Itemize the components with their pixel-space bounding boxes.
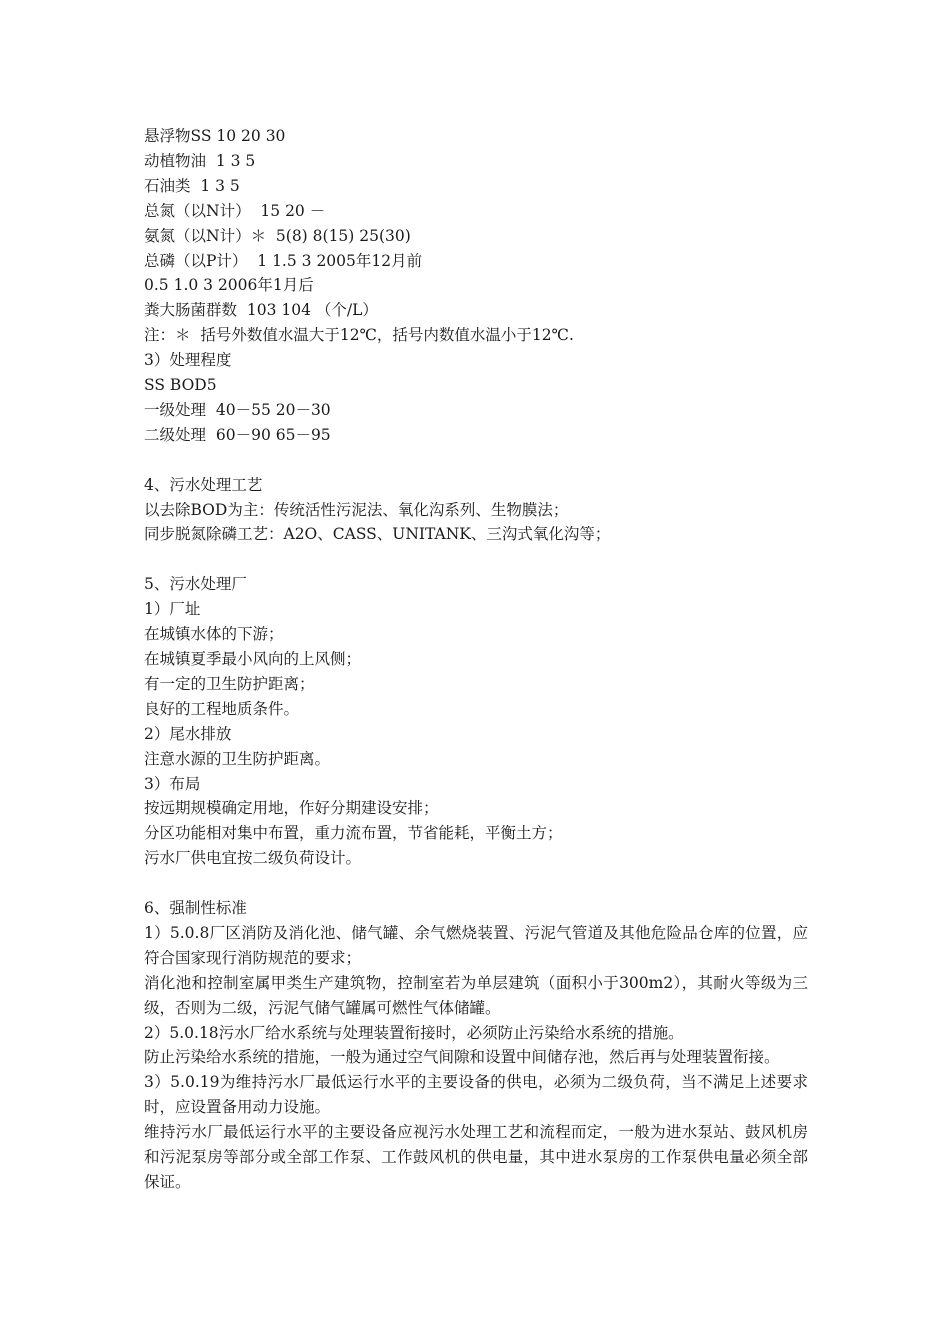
standards-paragraph: 3）5.0.19为维持污水厂最低运行水平的主要设备的供电，必须为二级负荷，当不满足上述要求时，应设置备用动力设施。	[144, 1073, 808, 1117]
treatment-level-heading: 3）处理程度	[144, 351, 232, 370]
table-row: 石油类 1 3 5	[144, 176, 240, 195]
site-line: 良好的工程地质条件。	[144, 699, 300, 718]
table-note: 注：＊ 括号外数值水温大于12℃，括号内数值水温小于12℃.	[144, 326, 574, 345]
spacer	[144, 448, 808, 473]
document-body	[144, 124, 808, 1195]
table-row: 氨氮（以N计）＊ 5(8) 8(15) 25(30)	[144, 226, 411, 245]
treatment-level-row: 一级处理 40－55 20－30	[144, 400, 331, 419]
process-heading: 4、污水处理工艺	[144, 475, 263, 494]
layout-line: 按远期规模确定用地，作好分期建设安排；	[144, 799, 439, 818]
table-row: 总磷（以P计） 1 1.5 3 2005年12月前	[144, 251, 423, 270]
standards-paragraph: 1）5.0.8厂区消防及消化池、储气罐、余气燃烧装置、污泥气管道及其他危险品仓库的位置，应符合国家现行消防规范的要求；	[144, 923, 808, 967]
treatment-level-columns: SS BOD5	[144, 376, 217, 395]
layout-heading: 3）布局	[144, 774, 201, 793]
process-line: 以去除BOD为主：传统活性污泥法、氧化沟系列、生物膜法；	[144, 500, 569, 519]
layout-line: 污水厂供电宜按二级负荷设计。	[144, 849, 362, 868]
table-row: 悬浮物SS 10 20 30	[144, 127, 286, 145]
process-line: 同步脱氮除磷工艺：A2O、CASS、UNITANK、三沟式氧化沟等；	[144, 525, 611, 544]
standards-paragraph: 2）5.0.18污水厂给水系统与处理装置衔接时，必须防止污染给水系统的措施。	[144, 1023, 684, 1042]
standards-paragraph: 防止污染给水系统的措施，一般为通过空气间隙和设置中间储存池，然后再与处理装置衔接。	[144, 1048, 780, 1067]
site-line: 有一定的卫生防护距离；	[144, 674, 315, 693]
site-heading: 1）厂址	[144, 600, 201, 619]
discharge-line: 注意水源的卫生防护距离。	[144, 749, 331, 768]
site-line: 在城镇水体的下游；	[144, 625, 284, 644]
treatment-level-row: 二级处理 60－90 65－95	[144, 425, 331, 444]
standards-paragraph: 维持污水厂最低运行水平的主要设备应视污水处理工艺和流程而定，一般为进水泵站、鼓风机房和污泥泵房等部分或全部工作泵、工作鼓风机的供电量，其中进水泵房的工作泵供电量必须全部保证。	[144, 1123, 808, 1192]
standards-heading: 6、强制性标准	[144, 899, 247, 918]
table-row: 0.5 1.0 3 2006年1月后	[144, 276, 314, 295]
table-row: 粪大肠菌群数 103 104 （个/L）	[144, 301, 378, 320]
plant-heading: 5、污水处理厂	[144, 575, 247, 594]
spacer	[144, 547, 808, 572]
layout-line: 分区功能相对集中布置，重力流布置，节省能耗，平衡土方；	[144, 824, 563, 843]
table-row: 总氮（以N计） 15 20 －	[144, 201, 326, 220]
site-line: 在城镇夏季最小风向的上风侧；	[144, 650, 362, 668]
standards-paragraph: 消化池和控制室属甲类生产建筑物，控制室若为单层建筑（面积小于300m2），其耐火等级为三级，否则为二级，污泥气储气罐属可燃性气体储罐。	[144, 973, 808, 1017]
table-row: 动植物油 1 3 5	[144, 151, 256, 170]
discharge-heading: 2）尾水排放	[144, 724, 232, 743]
spacer	[144, 871, 808, 896]
